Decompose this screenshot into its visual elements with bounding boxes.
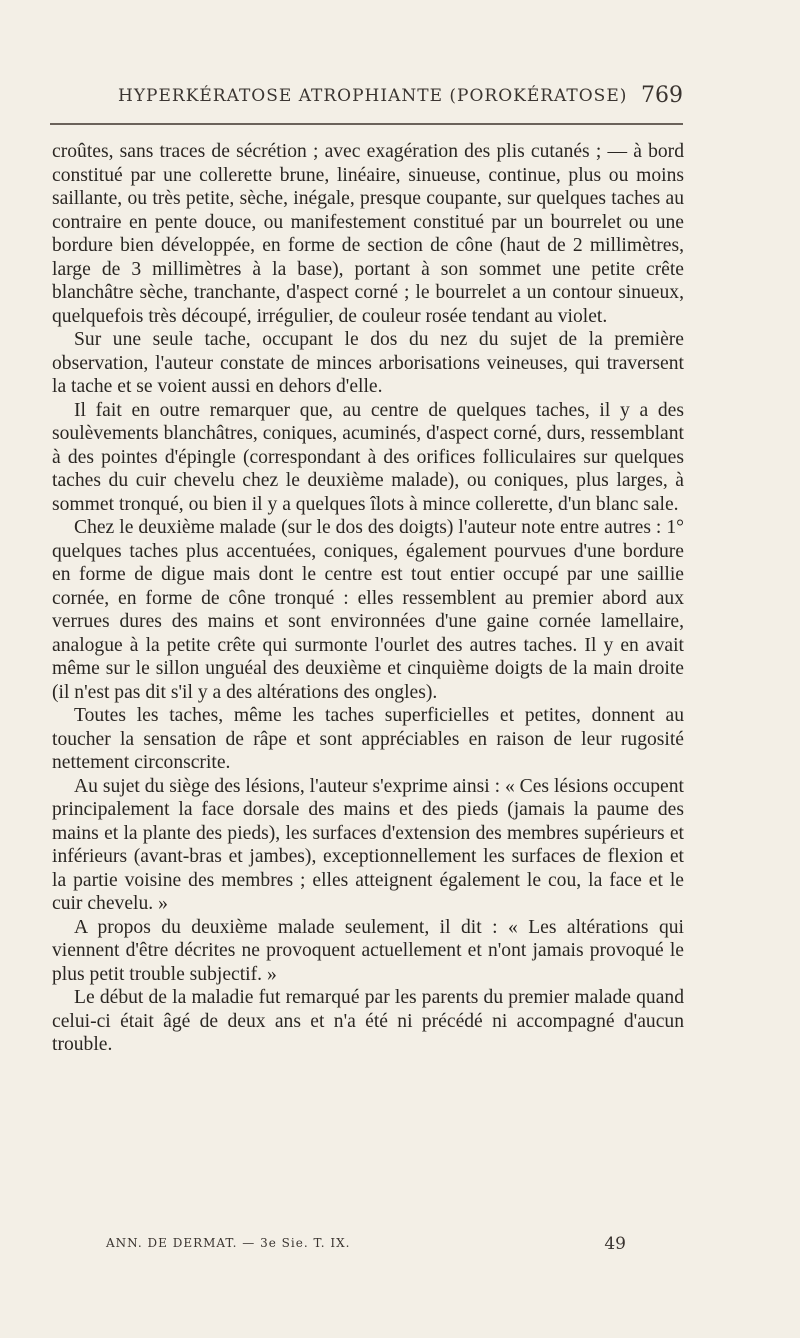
header-rule [50, 123, 683, 125]
paragraph: Sur une seule tache, occupant le dos du nez du sujet de la première observation, l'auteur constate de minces arborisations veineuses, qui traversent la tache et se voient aussi en dehors d'elle. [52, 329, 684, 397]
body-text [52, 140, 684, 1057]
signature-mark: 49 [604, 1234, 626, 1254]
paragraph: Toutes les taches, même les taches superficielles et petites, donnent au toucher la sensation de râpe et sont appréciables en raison de leur rugosité nettement circonscrite. [52, 705, 684, 773]
paragraph: Chez le deuxième malade (sur le dos des doigts) l'auteur note entre autres : 1° quelques taches plus accentuées, coniques, également pourvues d'une bordure en forme de digue mais dont le centre est tout entier occupé par une saillie cornée, en forme de cône tronqué : elles ressemblent au premier abord aux verrues dures des mains et sont environnées d'une gaine cornée lamellaire, analogue à la petite crête qui surmonte l'ourlet des autres taches. Il y en avait même sur le sillon unguéal des deuxième et cinquième doigts de la main droite (il n'est pas dit s'il y a des altérations des ongles). [52, 517, 684, 703]
paragraph: Le début de la maladie fut remarqué par les parents du premier malade quand celui-ci était âgé de deux ans et n'a été ni précédé ni accompagné d'aucun trouble. [52, 987, 684, 1055]
paragraph: croûtes, sans traces de sécrétion ; avec exagération des plis cutanés ; — à bord constitué par une collerette brune, linéaire, sinueuse, continue, plus ou moins saillante, ou très petite, sèche, inégale, presque coupante, sur quelques taches au contraire en pente douce, ou manifestement constitué par un bourrelet ou une bordure bien développée, en forme de section de cône (haut de 2 millimètres, large de 3 millimètres à la base), portant à son sommet une petite crête blanchâtre sèche, tranchante, d'aspect corné ; le bourrelet a un contour sinueux, quelquefois très découpé, irrégulier, de couleur rosée tendant au violet. [52, 141, 684, 327]
footer-citation: ANN. DE DERMAT. — 3e Sie. T. IX. [106, 1236, 351, 1250]
page-number: 769 [641, 83, 683, 108]
paragraph: A propos du deuxième malade seulement, il dit : « Les altérations qui viennent d'être décrites ne provoquent actuellement et n'ont jamais provoqué le plus petit trouble subjectif. » [52, 916, 684, 985]
page-footer [106, 1234, 626, 1254]
paragraph: Il fait en outre remarquer que, au centre de quelques taches, il y a des soulèvements blanchâtres, coniques, acuminés, d'aspect corné, durs, ressemblant à des pointes d'épingle (correspondant à des orifices folliculaires sur quelques taches du cuir chevelu chez le deuxième malade), ou coniques, plus larges, à sommet tronqué, ou bien il y a quelques îlots à mince collerette, d'un blanc sale. [52, 399, 684, 515]
running-head [118, 83, 683, 108]
running-title: HYPERKÉRATOSE ATROPHIANTE (POROKÉRATOSE) [118, 86, 628, 106]
paragraph: Au sujet du siège des lésions, l'auteur s'exprime ainsi : « Ces lésions occupent principalement la face dorsale des mains et des pieds (jamais la paume des mains et la plante des pieds), les surfaces d'extension des membres supérieurs et inférieurs (avant-bras et jambes), exceptionnellement les surfaces de flexion et la partie voisine des membres ; elles atteignent également le cou, la face et le cuir chevelu. » [52, 775, 684, 914]
